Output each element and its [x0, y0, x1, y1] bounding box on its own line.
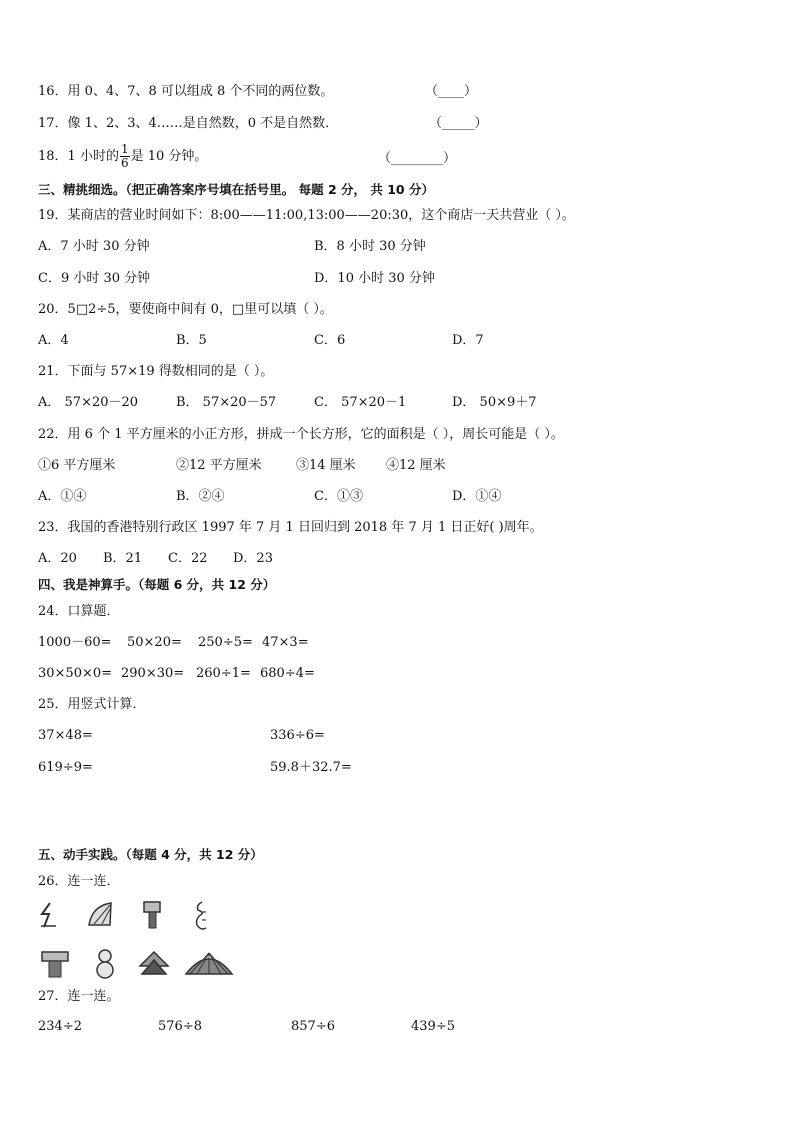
fraction-denominator: 6 — [120, 156, 129, 170]
question-18-post: 是 10 分钟。 — [130, 149, 208, 164]
question-25: 25．用竖式计算． — [38, 697, 146, 712]
fraction-numerator: 1 — [120, 142, 129, 156]
section-4-heading: 四、我是神算手。（每题 6 分，共 12 分） — [38, 577, 276, 592]
q20-option-c[interactable]: C．6 — [314, 333, 346, 348]
q24-item: 1000－60= — [38, 635, 112, 650]
q21-option-a[interactable]: A． 57×20－20 — [38, 395, 139, 410]
q21-option-b[interactable]: B． 57×20－57 — [176, 395, 277, 410]
question-18 — [38, 140, 207, 174]
fraction-one-sixth — [120, 143, 130, 170]
lightning-half-icon[interactable] — [38, 900, 60, 930]
q20-option-a[interactable]: A．4 — [38, 333, 69, 348]
question-23: 23．我国的香港特别行政区 1997 年 7 月 1 日回归到 2018 年 7 月 1 日正好( )周年。 — [38, 520, 543, 535]
q23-option-d[interactable]: D．23 — [233, 551, 273, 566]
question-21: 21．下面与 57×19 得数相同的是（ ）。 — [38, 364, 274, 379]
question-22: 22．用 6 个 1 平方厘米的小正方形，拼成一个长方形，它的面积是（ ），周长可能是（ ）。 — [38, 427, 564, 442]
q27-item[interactable]: 857÷6 — [291, 1019, 335, 1034]
q24-item: 30×50×0= — [38, 666, 113, 681]
mushroom-half-icon[interactable] — [142, 900, 162, 930]
question-24: 24．口算题． — [38, 604, 120, 619]
q24-item: 290×30= — [121, 666, 185, 681]
question-27: 27．连一连。 — [38, 989, 120, 1004]
q25-item: 336÷6= — [270, 728, 325, 743]
q19-option-d[interactable]: D．10 小时 30 分钟 — [314, 271, 435, 286]
question-26: 26．连一连． — [38, 874, 120, 889]
q21-option-d[interactable]: D． 50×9＋7 — [452, 395, 537, 410]
question-16: 16．用 0、4、7、8 可以组成 8 个不同的两位数。 — [38, 84, 334, 99]
answer-blank-17[interactable]: （_____） — [429, 116, 488, 131]
umbrella-half-icon[interactable] — [86, 900, 114, 928]
question-18-pre: 18．1 小时的 — [38, 149, 119, 164]
q27-item[interactable]: 439÷5 — [411, 1019, 455, 1034]
q22-choice-2: ②12 平方厘米 — [176, 458, 262, 473]
q25-item: 59.8＋32.7= — [270, 760, 352, 775]
q23-option-a[interactable]: A．20 — [38, 551, 77, 566]
q22-option-b[interactable]: B．②④ — [176, 489, 225, 504]
q24-item: 260÷1= — [196, 666, 251, 681]
mushroom-icon[interactable] — [40, 950, 70, 980]
q24-item: 50×20= — [127, 635, 182, 650]
q25-item: 619÷9= — [38, 760, 93, 775]
q22-choice-3: ③14 厘米 — [296, 458, 356, 473]
q24-item: 680÷4= — [260, 666, 315, 681]
q22-option-a[interactable]: A．①④ — [38, 489, 87, 504]
section-5-heading: 五、动手实践。（每题 4 分，共 12 分） — [38, 847, 263, 862]
gourd-icon[interactable] — [94, 948, 116, 980]
q27-item[interactable]: 234÷2 — [38, 1019, 82, 1034]
gourd-half-icon[interactable] — [194, 900, 210, 932]
q22-option-d[interactable]: D．①④ — [452, 489, 502, 504]
q19-option-b[interactable]: B．8 小时 30 分钟 — [314, 239, 426, 254]
umbrella-icon[interactable] — [184, 950, 234, 978]
section-3-heading: 三、精挑细选。（把正确答案序号填在括号里。 每题 2 分， 共 10 分） — [38, 182, 434, 197]
question-19: 19．某商店的营业时间如下：8:00——11:00,13:00——20:30，这个商店一天共营业（ ）。 — [38, 208, 575, 223]
q19-option-a[interactable]: A．7 小时 30 分钟 — [38, 239, 150, 254]
q24-item: 250÷5= — [198, 635, 253, 650]
answer-blank-18[interactable]: （________） — [378, 151, 457, 166]
q22-choice-4: ④12 厘米 — [386, 458, 446, 473]
tree-icon[interactable] — [138, 950, 170, 978]
q27-item[interactable]: 576÷8 — [158, 1019, 202, 1034]
q25-item: 37×48= — [38, 728, 93, 743]
q20-option-d[interactable]: D．7 — [452, 333, 484, 348]
q21-option-c[interactable]: C． 57×20－1 — [314, 395, 407, 410]
q20-option-b[interactable]: B．5 — [176, 333, 207, 348]
answer-blank-16[interactable]: （____） — [425, 84, 478, 99]
q24-item: 47×3= — [262, 635, 309, 650]
q23-option-c[interactable]: C．22 — [168, 551, 208, 566]
q22-option-c[interactable]: C．①③ — [314, 489, 363, 504]
q22-choice-1: ①6 平方厘米 — [38, 458, 116, 473]
question-20: 20．5□2÷5，要使商中间有 0，□里可以填（ ）。 — [38, 302, 333, 317]
q19-option-c[interactable]: C．9 小时 30 分钟 — [38, 271, 151, 286]
question-17: 17．像 1、2、3、4……是自然数，0 不是自然数． — [38, 116, 339, 131]
q23-option-b[interactable]: B．21 — [103, 551, 143, 566]
